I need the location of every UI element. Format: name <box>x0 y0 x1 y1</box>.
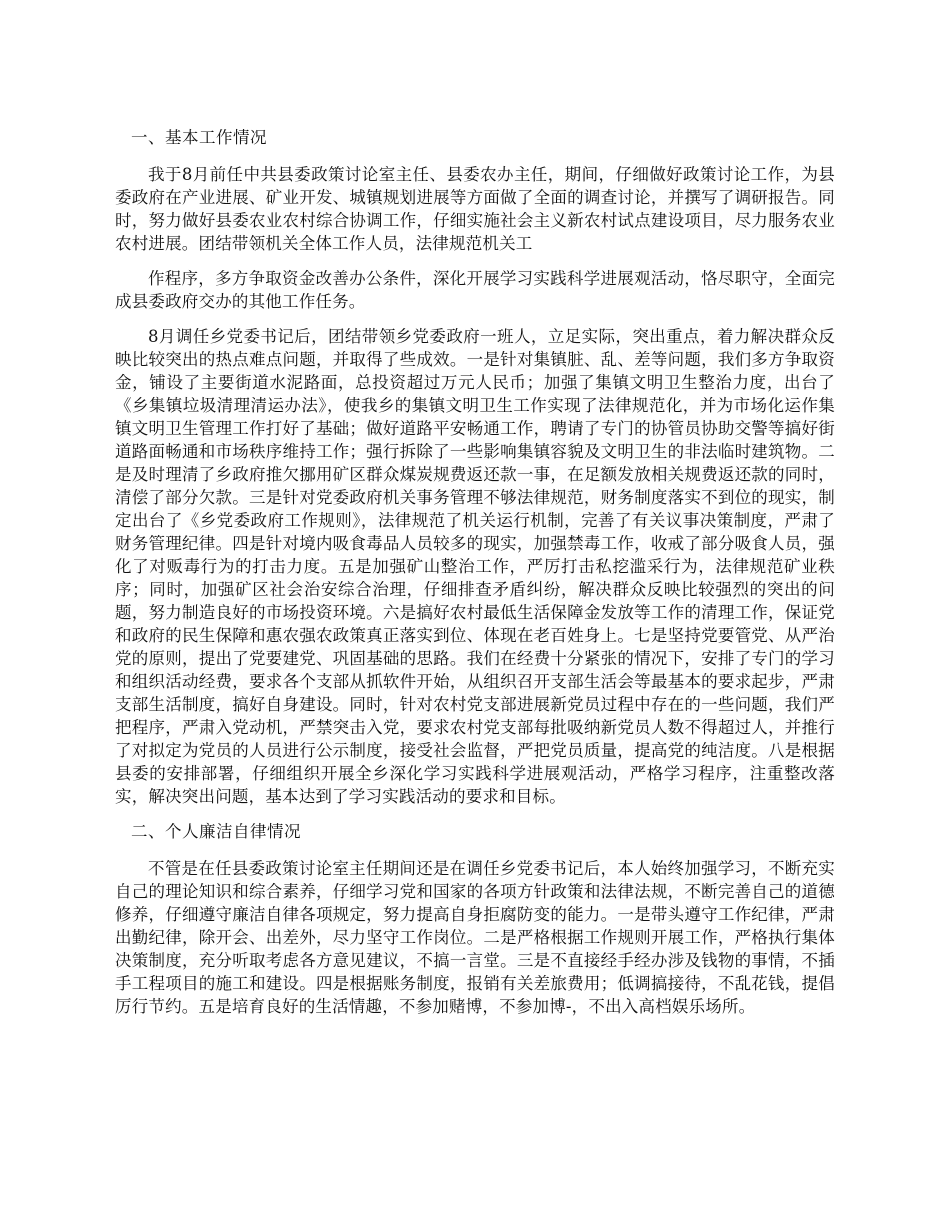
paragraph: 不管是在任县委政策讨论室主任期间还是在调任乡党委书记后，本人始终加强学习，不断充实自己的理论知识和综合素养，仔细学习党和国家的各项方针政策和法律法规，不断完善自己的道德修养，仔细遵守廉洁自律各项规定，努力提高自身拒腐防变的能力。一是带头遵守工作纪律，严肃出勤纪律，除开会、出差外，尽力坚守工作岗位。二是严格根据工作规则开展工作，严格执行集体决策制度，充分听取考虑各方意见建议，不搞一言堂。三是不直接经手经办涉及钱物的事情，不插手工程项目的施工和建设。四是根据账务制度，报销有关差旅费用；低调搞接待，不乱花钱，提倡厉行节约。五是培育良好的生活情趣，不参加赌博，不参加博-，不出入高档娱乐场所。 <box>115 859 835 1016</box>
paragraph: 我于8月前任中共县委政策讨论室主任、县委农办主任，期间，仔细做好政策讨论工作，为县委政府在产业进展、矿业开发、城镇规划进展等方面做了全面的调查讨论，并撰写了调研报告。同时，努力做好县委农业农村综合协调工作，仔细实施社会主义新农村试点建设项目，尽力服务农业农村进展。团结带领机关全体工作人员，法律规范机关工 <box>115 165 835 253</box>
section-heading-basic-work: 一、基本工作情况 <box>131 128 267 147</box>
section-heading-integrity: 二、个人廉洁自律情况 <box>131 822 301 841</box>
document-body <box>115 126 835 1030</box>
paragraph: 8月调任乡党委书记后，团结带领乡党委政府一班人，立足实际，突出重点，着力解决群众反映比较突出的热点难点问题，并取得了些成效。一是针对集镇脏、乱、差等问题，我们多方争取资金，铺设了主要街道水泥路面，总投资超过万元人民币；加强了集镇文明卫生整治力度，出台了《乡集镇垃圾清理清运办法》，使我乡的集镇文明卫生工作实现了法律规范化，并为市场化运作集镇文明卫生管理工作打好了基础；做好道路平安畅通工作，聘请了专门的协管员协助交警等搞好街道路面畅通和市场秩序维持工作；强行拆除了一些影响集镇容貌及文明卫生的非法临时建筑物。二是及时理清了乡政府推欠挪用矿区群众煤炭规费返还款一事，在足额发放相关规费返还款的同时，清偿了部分欠款。三是针对党委政府机关事务管理不够法律规范，财务制度落实不到位的现实，制定出台了《乡党委政府工作规则》，法律规范了机关运行机制，完善了有关议事决策制度，严肃了财务管理纪律。四是针对境内吸食毒品人员较多的现实，加强禁毒工作，收戒了部分吸食人员，强化了对贩毒行为的打击力度。五是加强矿山整治工作，严厉打击私挖滥采行为，法律规范矿业秩序；同时，加强矿区社会治安综合治理，仔细排查矛盾纠纷，解决群众反映比较强烈的突出的问题，努力制造良好的市场投资环境。六是搞好农村最低生活保障金发放等工作的清理工作，保证党和政府的民生保障和惠农强农政策真正落实到位、体现在老百姓身上。七是坚持党要管党、从严治党的原则，提出了党要建党、巩固基础的思路。我们在经费十分紧张的情况下，安排了专门的学习和组织活动经费，要求各个支部从抓软件开始，从组织召开支部生活会等最基本的要求起步，严肃支部生活制度，搞好自身建设。同时，针对农村党支部进展新党员过程中存在的一些问题，我们严把程序，严肃入党动机，严禁突击入党，要求农村党支部每批吸纳新党员人数不得超过人，并推行了对拟定为党员的人员进行公示制度，接受社会监督，严把党员质量，提高党的纯洁度。八是根据县委的安排部署，仔细组织开展全乡深化学习实践科学进展观活动，严格学习程序，注重整改落实，解决突出问题，基本达到了学习实践活动的要求和目标。 <box>115 327 835 806</box>
paragraph: 作程序，多方争取资金改善办公条件，深化开展学习实践科学进展观活动，恪尽职守，全面完成县委政府交办的其他工作任务。 <box>115 269 835 311</box>
